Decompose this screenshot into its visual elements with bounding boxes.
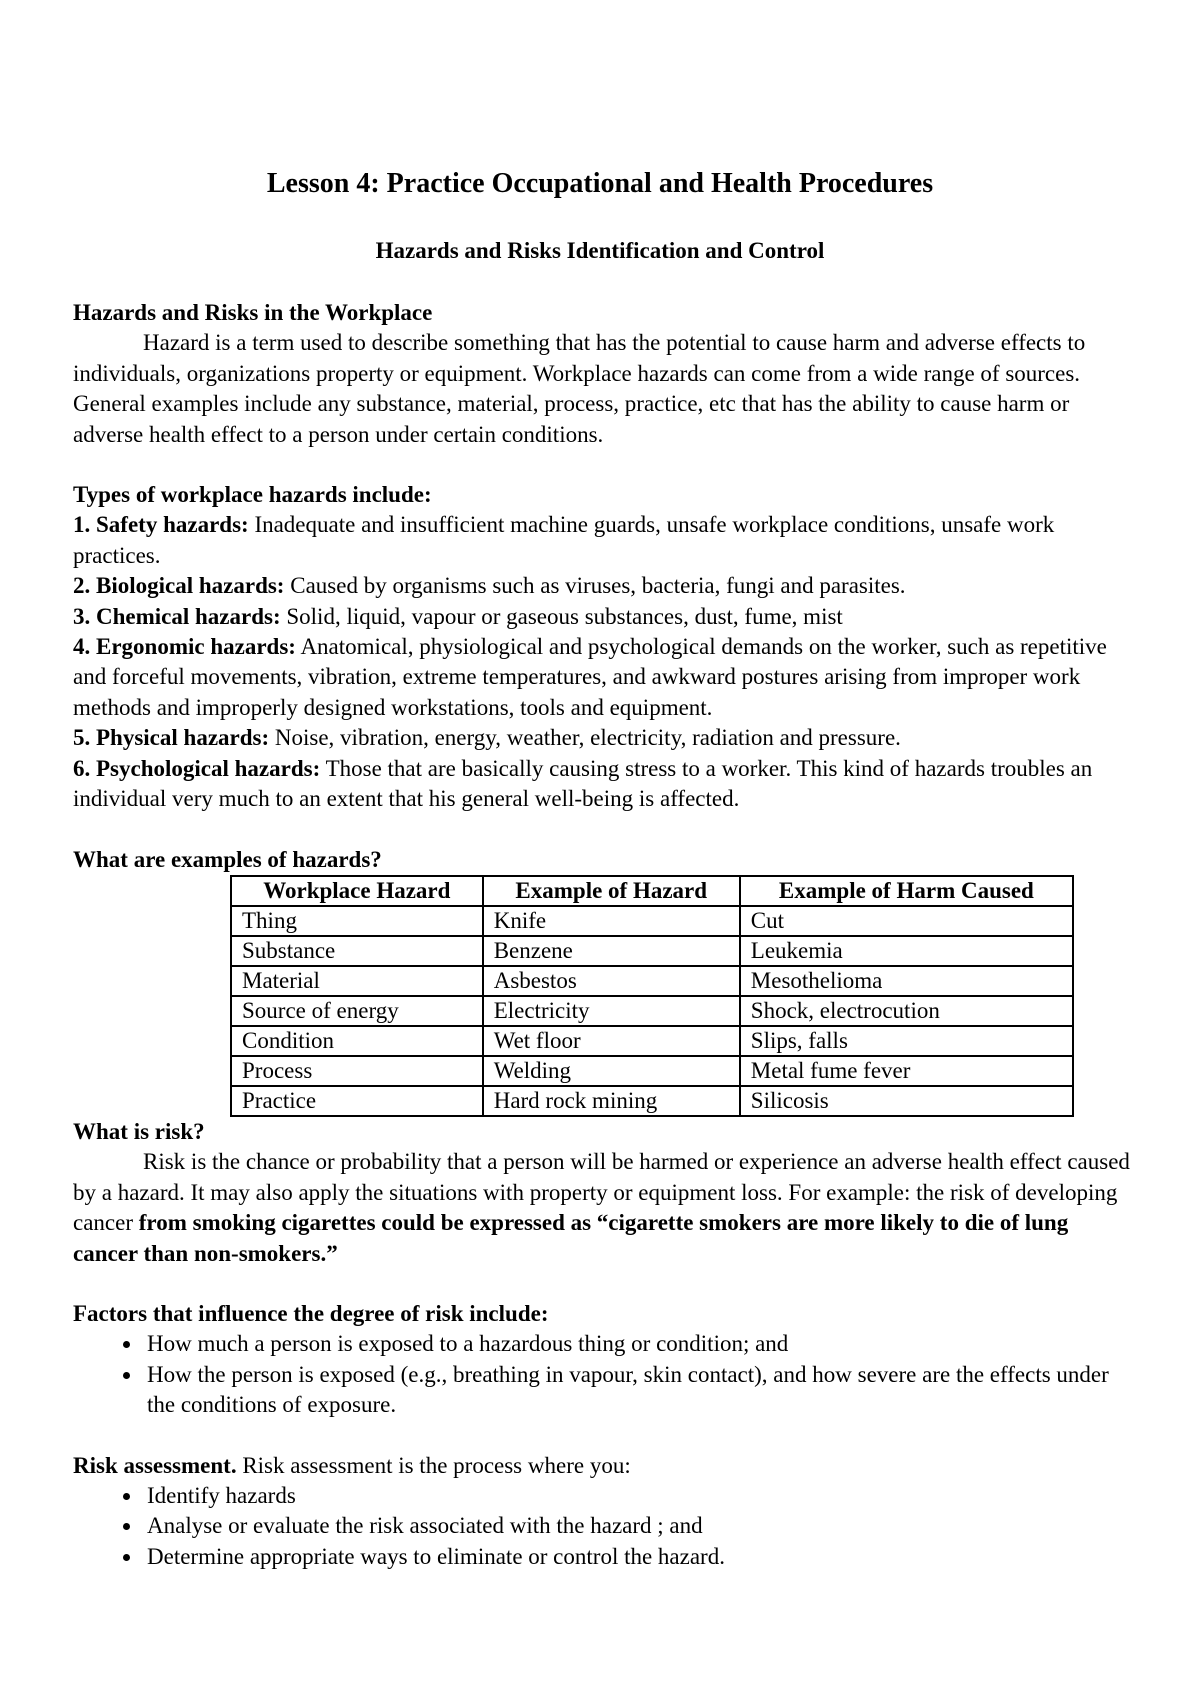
table-cell: Knife xyxy=(483,906,740,936)
table-cell: Metal fume fever xyxy=(740,1056,1073,1086)
hazard-type-label: 2. Biological hazards: xyxy=(73,573,285,599)
table-cell: Mesothelioma xyxy=(740,966,1073,996)
table-cell: Benzene xyxy=(483,936,740,966)
table-row xyxy=(231,1086,1073,1116)
assessment-list xyxy=(73,1481,1138,1572)
page-title: Lesson 4: Practice Occupational and Health Procedures xyxy=(266,168,934,199)
assessment-label: Risk assessment. xyxy=(73,1452,237,1478)
table-row xyxy=(231,1026,1073,1056)
hazard-type-item xyxy=(73,510,1138,571)
hazard-type-item xyxy=(73,632,1138,723)
examples-heading: What are examples of hazards? xyxy=(73,846,382,872)
hazard-type-label: 5. Physical hazards: xyxy=(73,725,270,751)
table-cell: Leukemia xyxy=(740,936,1073,966)
list-item: • Identify hazards xyxy=(143,1481,1138,1511)
table-cell: Welding xyxy=(483,1056,740,1086)
assessment-text: Risk assessment is the process where you: xyxy=(236,1452,631,1478)
table-cell: Slips, falls xyxy=(740,1026,1073,1056)
factors-list xyxy=(73,1329,1138,1420)
table-cell: Practice xyxy=(231,1086,483,1116)
column-header: Workplace Hazard xyxy=(231,876,483,906)
list-item: • Analyse or evaluate the risk associated with the hazard ; and xyxy=(143,1511,1138,1541)
table-cell: Process xyxy=(231,1056,483,1086)
hazard-type-text: Noise, vibration, energy, weather, electricity, radiation and pressure. xyxy=(269,725,901,751)
list-item: • Determine appropriate ways to eliminate or control the hazard. xyxy=(143,1542,1138,1572)
table-cell: Condition xyxy=(231,1026,483,1056)
hazard-type-text: Those that are basically causing stress to a worker. This kind of hazards troubles an individual very much to an extent that his general well-being is affected. xyxy=(73,755,1093,812)
table-row xyxy=(231,966,1073,996)
hazards-heading: Hazards and Risks in the Workplace xyxy=(73,300,433,325)
table-cell: Hard rock mining xyxy=(483,1086,740,1116)
assessment-intro xyxy=(73,1451,1138,1481)
hazard-type-item xyxy=(73,602,1138,632)
hazard-type-label: 1. Safety hazards: xyxy=(73,512,249,538)
table-cell: Asbestos xyxy=(483,966,740,996)
document-body xyxy=(73,298,1138,1572)
factors-heading: Factors that influence the degree of risk include: xyxy=(73,1300,549,1326)
risk-paragraph xyxy=(73,1147,1138,1269)
column-header: Example of Hazard xyxy=(483,876,740,906)
risk-heading: What is risk? xyxy=(73,1118,205,1144)
table-cell: Material xyxy=(231,966,483,996)
risk-paragraph-text: Risk is the chance or probability that a person will be harmed or experience an adverse health effect caused by a hazard. It may also apply the situations with property or equipment loss. For example: the risk of developing cancer xyxy=(73,1149,1130,1236)
hazard-type-item xyxy=(73,754,1138,815)
table-row xyxy=(231,936,1073,966)
list-item: • How the person is exposed (e.g., breathing in vapour, skin contact), and how severe are the effects under the conditions of exposure. xyxy=(143,1360,1138,1421)
table-cell: Silicosis xyxy=(740,1086,1073,1116)
table-cell: Substance xyxy=(231,936,483,966)
column-header: Example of Harm Caused xyxy=(740,876,1073,906)
hazard-type-item xyxy=(73,571,1138,601)
hazard-type-item xyxy=(73,723,1138,753)
hazard-type-label: 3. Chemical hazards: xyxy=(73,603,281,629)
table-cell: Wet floor xyxy=(483,1026,740,1056)
table-header-row xyxy=(231,876,1073,906)
hazard-type-text: Anatomical, physiological and psychological demands on the worker, such as repetitive and forceful movements, vibration, extreme temperatures, and awkward postures arising from improper work methods and improperly designed workstations, tools and equipment. xyxy=(73,634,1107,720)
table-cell: Thing xyxy=(231,906,483,936)
table-row xyxy=(231,996,1073,1026)
page-subtitle: Hazards and Risks Identification and Control xyxy=(375,238,825,263)
table-cell: Cut xyxy=(740,906,1073,936)
hazard-type-text: Inadequate and insufficient machine guards, unsafe workplace conditions, unsafe work practices. xyxy=(73,512,1055,568)
hazard-type-text: Caused by organisms such as viruses, bacteria, fungi and parasites. xyxy=(284,573,906,599)
list-item: • How much a person is exposed to a hazardous thing or condition; and xyxy=(143,1329,1138,1359)
table-cell: Shock, electrocution xyxy=(740,996,1073,1026)
hazard-type-label: 4. Ergonomic hazards: xyxy=(73,634,296,660)
risk-paragraph-emphasis: from smoking cigarettes could be expressed as “cigarette smokers are more likely to die of lung cancer than non-smokers.” xyxy=(73,1210,1069,1266)
hazard-type-text: Solid, liquid, vapour or gaseous substances, dust, fume, mist xyxy=(280,603,843,629)
table-cell: Source of energy xyxy=(231,996,483,1026)
hazard-type-label: 6. Psychological hazards: xyxy=(73,755,321,781)
table-row xyxy=(231,906,1073,936)
hazards-paragraph: Hazard is a term used to describe something that has the potential to cause harm and adverse effects to individuals, organizations property or equipment. Workplace hazards can come from a wide range of sources. General examples include any substance, material, process, practice, etc that has the ability to cause harm or adverse health effect to a person under certain conditions. xyxy=(73,330,1086,447)
hazard-examples-table xyxy=(230,875,1074,1117)
types-heading: Types of workplace hazards include: xyxy=(73,482,432,508)
table-row xyxy=(231,1056,1073,1086)
table-cell: Electricity xyxy=(483,996,740,1026)
